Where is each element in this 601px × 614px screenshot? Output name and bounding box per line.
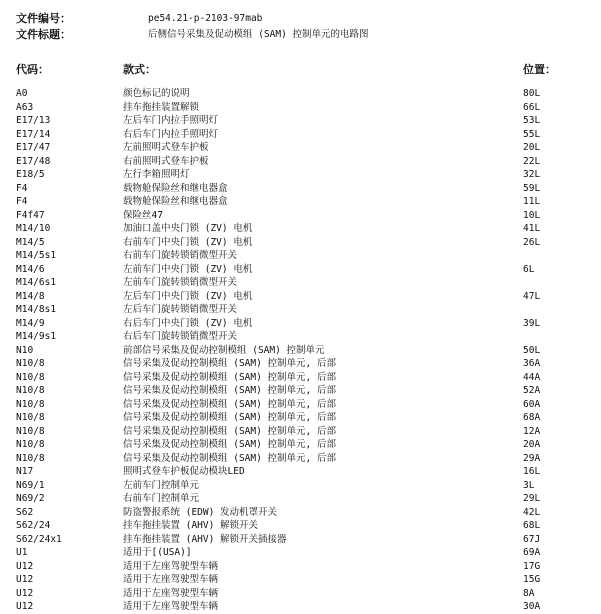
doc-title-label: 文件标题：: [16, 28, 71, 41]
row-code: S62: [16, 506, 34, 518]
row-code: N69/1: [16, 479, 45, 491]
row-code: S62/24: [16, 520, 51, 531]
row-position: 6L: [523, 263, 535, 275]
row-position: 55L: [523, 128, 541, 140]
row-description: 防盗警报系统 (EDW) 发动机罩开关: [123, 506, 278, 518]
row-position: 15G: [523, 574, 541, 585]
row-code: E18/5: [16, 169, 45, 180]
row-position: 53L: [523, 115, 541, 126]
table-row: [0, 317, 601, 331]
table-row: [0, 249, 601, 263]
table-row: [0, 141, 601, 155]
table-row: [0, 465, 601, 479]
row-code: N10/8: [16, 452, 45, 464]
row-position: 60A: [523, 398, 541, 410]
row-description: 左后车门中央门锁 (ZV) 电机: [123, 290, 253, 302]
table-row: [0, 492, 601, 506]
table-row: [0, 344, 601, 358]
row-description: 适用于左座驾驶型车辆: [123, 560, 219, 572]
row-description: 载物舱保险丝和继电器盒: [123, 196, 228, 207]
table-row: [0, 128, 601, 142]
row-code: N10/8: [16, 412, 45, 423]
doc-number-label: 文件编号：: [16, 12, 71, 25]
table-row: [0, 87, 601, 101]
row-description: 信号采集及促动控制模组 (SAM) 控制单元, 后部: [123, 398, 336, 410]
row-code: E17/13: [16, 115, 51, 126]
row-description: 右前车门旋转锁销微型开关: [123, 250, 238, 261]
table-row: [0, 303, 601, 317]
table-row: [0, 155, 601, 169]
row-position: 8A: [523, 587, 535, 599]
table-row: [0, 114, 601, 128]
row-code: M14/8s1: [16, 304, 57, 315]
doc-number-value: pe54.21-p-2103-97mab: [148, 13, 263, 24]
row-code: N10/8: [16, 385, 45, 396]
row-description: 左后车门旋转锁销微型开关: [123, 304, 238, 315]
column-header-position: 位置：: [523, 63, 556, 76]
row-code: M14/5s1: [16, 250, 57, 261]
table-row: [0, 222, 601, 236]
table-row: [0, 587, 601, 601]
row-position: 41L: [523, 223, 541, 234]
row-position: 30A: [523, 601, 541, 612]
row-code: N69/2: [16, 493, 45, 504]
row-code: A63: [16, 101, 34, 113]
table-row: [0, 519, 601, 533]
row-position: 36A: [523, 358, 541, 369]
row-position: 39L: [523, 317, 541, 329]
table-row: [0, 398, 601, 412]
row-description: 保险丝47: [123, 209, 163, 221]
table-row: [0, 182, 601, 196]
table-row: [0, 357, 601, 371]
row-position: 29A: [523, 452, 541, 464]
row-position: 22L: [523, 155, 541, 167]
row-description: 右后车门旋转锁销微型开关: [123, 331, 238, 342]
row-description: 信号采集及促动控制模组 (SAM) 控制单元, 后部: [123, 358, 336, 369]
row-description: 照明式登车护板促动模块LED: [123, 466, 245, 477]
row-code: N10/8: [16, 371, 45, 383]
table-row: [0, 411, 601, 425]
row-code: A0: [16, 88, 28, 99]
table-row: [0, 209, 601, 223]
row-description: 信号采集及促动控制模组 (SAM) 控制单元, 后部: [123, 452, 336, 464]
row-code: M14/8: [16, 290, 45, 302]
row-description: 左后车门内拉手照明灯: [123, 115, 219, 126]
row-code: N10/8: [16, 439, 45, 450]
table-row: [0, 236, 601, 250]
row-code: E17/14: [16, 128, 51, 140]
table-row: [0, 573, 601, 587]
row-description: 适用于左座驾驶型车辆: [123, 601, 219, 612]
row-description: 信号采集及促动控制模组 (SAM) 控制单元, 后部: [123, 371, 336, 383]
row-position: 26L: [523, 236, 541, 248]
table-row: [0, 452, 601, 466]
row-position: 32L: [523, 169, 541, 180]
table-row: [0, 600, 601, 614]
row-description: 挂车拖挂装置 (AHV) 解锁开关插接器: [123, 533, 287, 545]
row-code: N10/8: [16, 425, 45, 437]
row-code: M14/6s1: [16, 277, 57, 288]
table-row: [0, 560, 601, 574]
row-position: 47L: [523, 290, 541, 302]
row-description: 左前车门中央门锁 (ZV) 电机: [123, 263, 253, 275]
doc-title-value: 后侧信号采集及促动模组 (SAM) 控制单元的电路图: [148, 29, 369, 40]
row-code: U12: [16, 560, 34, 572]
row-description: 右后车门内拉手照明灯: [123, 128, 219, 140]
row-description: 信号采集及促动控制模组 (SAM) 控制单元, 后部: [123, 439, 336, 450]
row-description: 信号采集及促动控制模组 (SAM) 控制单元, 后部: [123, 412, 336, 423]
row-description: 右前照明式登车护板: [123, 155, 209, 167]
row-position: 52A: [523, 385, 541, 396]
row-position: 16L: [523, 466, 541, 477]
row-description: 适用于左座驾驶型车辆: [123, 574, 219, 585]
row-description: 适用于[(USA)]: [123, 547, 192, 558]
table-row: [0, 479, 601, 493]
row-description: 前部信号采集及促动控制模组 (SAM) 控制单元: [123, 344, 325, 356]
row-code: F4: [16, 196, 28, 207]
row-description: 加油口盖中央门锁 (ZV) 电机: [123, 223, 253, 234]
table-row: [0, 438, 601, 452]
row-position: 20A: [523, 439, 541, 450]
row-position: 69A: [523, 547, 541, 558]
row-code: N17: [16, 466, 34, 477]
row-code: E17/47: [16, 142, 51, 153]
table-row: [0, 506, 601, 520]
table-row: [0, 371, 601, 385]
row-code: N10/8: [16, 358, 45, 369]
row-position: 44A: [523, 371, 541, 383]
row-position: 59L: [523, 182, 541, 194]
row-code: U12: [16, 601, 34, 612]
component-list: [0, 87, 601, 614]
row-position: 12A: [523, 425, 541, 437]
row-position: 68A: [523, 412, 541, 423]
row-code: U12: [16, 574, 34, 585]
column-header-description: 款式：: [123, 63, 156, 76]
row-position: 29L: [523, 493, 541, 504]
row-position: 20L: [523, 142, 541, 153]
row-code: N10/8: [16, 398, 45, 410]
row-position: 17G: [523, 560, 541, 572]
row-description: 右后车门中央门锁 (ZV) 电机: [123, 317, 253, 329]
row-description: 信号采集及促动控制模组 (SAM) 控制单元, 后部: [123, 425, 336, 437]
row-description: 颜色标记的说明: [123, 88, 190, 99]
row-position: 80L: [523, 88, 541, 99]
table-row: [0, 101, 601, 115]
row-code: M14/10: [16, 223, 51, 234]
row-description: 左行李箱照明灯: [123, 169, 190, 180]
row-description: 右前车门控制单元: [123, 493, 200, 504]
table-row: [0, 533, 601, 547]
table-row: [0, 263, 601, 277]
column-header-code: 代码：: [16, 63, 49, 76]
row-code: U1: [16, 547, 28, 558]
row-position: 3L: [523, 479, 535, 491]
row-position: 67J: [523, 533, 541, 545]
table-row: [0, 290, 601, 304]
row-code: U12: [16, 587, 34, 599]
table-row: [0, 384, 601, 398]
row-description: 挂车拖挂装置 (AHV) 解锁开关: [123, 520, 259, 531]
row-description: 载物舱保险丝和继电器盒: [123, 182, 228, 194]
row-position: 42L: [523, 506, 541, 518]
row-position: 68L: [523, 520, 541, 531]
row-position: 50L: [523, 344, 541, 356]
row-description: 左前车门旋转锁销微型开关: [123, 277, 238, 288]
row-code: F4f47: [16, 209, 45, 221]
table-row: [0, 195, 601, 209]
row-description: 适用于左座驾驶型车辆: [123, 587, 219, 599]
row-code: M14/5: [16, 236, 45, 248]
row-description: 右前车门中央门锁 (ZV) 电机: [123, 236, 253, 248]
table-row: [0, 276, 601, 290]
row-code: F4: [16, 182, 28, 194]
row-code: S62/24x1: [16, 533, 62, 545]
table-row: [0, 168, 601, 182]
row-code: M14/9: [16, 317, 45, 329]
row-description: 左前照明式登车护板: [123, 142, 209, 153]
row-description: 信号采集及促动控制模组 (SAM) 控制单元, 后部: [123, 385, 336, 396]
row-code: E17/48: [16, 155, 51, 167]
row-code: M14/9s1: [16, 331, 57, 342]
row-position: 66L: [523, 101, 541, 113]
row-position: 11L: [523, 196, 541, 207]
table-row: [0, 330, 601, 344]
table-row: [0, 546, 601, 560]
row-description: 左前车门控制单元: [123, 479, 200, 491]
row-description: 挂车拖挂装置解锁: [123, 101, 200, 113]
row-position: 10L: [523, 209, 541, 221]
row-code: M14/6: [16, 263, 45, 275]
row-code: N10: [16, 344, 34, 356]
table-row: [0, 425, 601, 439]
